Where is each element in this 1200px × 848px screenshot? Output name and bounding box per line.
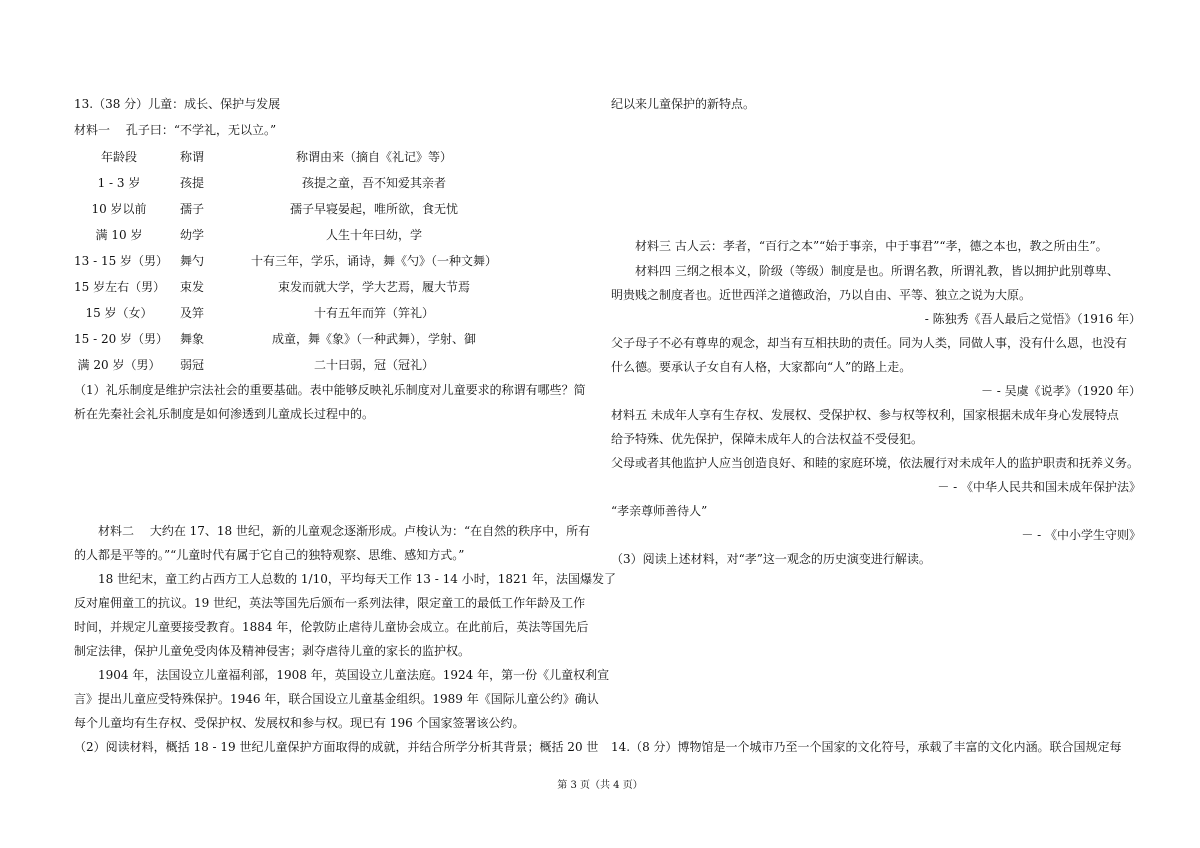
cell-origin: 孺子早寝晏起，唯所欲，食无忧 — [289, 202, 458, 216]
cell-title: 束发 — [180, 280, 205, 294]
table-row — [74, 304, 494, 321]
cell-title: 孩提 — [180, 176, 205, 190]
cell-title: 及笄 — [180, 306, 205, 320]
cell-age: 10 岁以前 — [91, 202, 147, 216]
cell-age: 13 - 15 岁（男） — [74, 254, 169, 268]
cell-title: 弱冠 — [180, 358, 205, 372]
question-2-line: （2）阅读材料，概括 18 - 19 世纪儿童保护方面取得的成就，并结合所学分析其背景；概括 20 世 — [74, 740, 599, 754]
table-row — [74, 278, 494, 295]
cell-title: 幼学 — [180, 228, 205, 242]
material-3: 材料三 古人云：孝者，“百行之本”“始于事亲，中于事君”“孝，德之本也，教之所由生”。 — [611, 239, 1108, 253]
header-title: 称谓 — [180, 150, 205, 164]
material-5-line-3: 父母或者其他监护人应当创造良好、和睦的家庭环境，依法履行对未成年人的监护职责和抚养义务。 — [611, 456, 1140, 470]
cell-age: 15 岁左右（男） — [74, 280, 166, 294]
wu-yu-source: － - 吴虞《说孝》（1920 年） — [980, 384, 1141, 398]
material-2-line: 每个儿童均有生存权、受保护权、发展权和参与权。现已有 196 个国家签署该公约。 — [74, 716, 525, 730]
header-age: 年龄段 — [100, 150, 137, 164]
cell-age: 15 - 20 岁（男） — [74, 332, 169, 346]
material-2-line: 制定法律，保护儿童免受肉体及精神侵害；剥夺虐待儿童的家长的监护权。 — [74, 644, 471, 658]
cell-age: 满 20 岁（男） — [77, 358, 161, 372]
student-code-quote: “孝亲尊师善待人” — [611, 504, 708, 518]
cell-origin: 十有三年，学乐，诵诗，舞《勺》（一种文舞） — [250, 254, 497, 268]
wu-yu-line-2: 什么德。要承认子女自有人格，大家都向“人”的路上走。 — [611, 360, 912, 374]
material-1: 材料一 孔子曰：“不学礼，无以立。” — [74, 123, 277, 137]
cell-origin: 二十曰弱，冠（冠礼） — [313, 358, 434, 372]
material-2-line: 反对雇佣童工的抗议。19 世纪，英法等国先后颁布一系列法律，限定童工的最低工作年龄及工作 — [74, 596, 586, 610]
material-4-source: - 陈独秀《吾人最后之觉悟》（1916 年） — [924, 312, 1141, 326]
material-4-line-1: 材料四 三纲之根本义，阶级（等级）制度是也。所谓名教，所谓礼教，皆以拥护此别尊卑、 — [611, 264, 1119, 278]
header-origin: 称谓由来（摘自《礼记》等） — [295, 150, 452, 164]
cell-origin: 成童，舞《象》（一种武舞），学射、御 — [271, 332, 476, 346]
table-row — [74, 226, 494, 243]
material-2-line: 时间，并规定儿童要接受教育。1884 年，伦敦防止虐待儿童协会成立。在此前后，英法等国先后 — [74, 620, 589, 634]
question-13-title: 13.（38 分）儿童：成长、保护与发展 — [74, 97, 281, 111]
cell-age: 满 10 岁 — [95, 228, 143, 242]
table-row — [74, 252, 497, 269]
question-1-line-2: 析在先秦社会礼乐制度是如何渗透到儿童成长过程中的。 — [74, 407, 375, 421]
material-2-line: 18 世纪末，童工约占西方工人总数的 1/10，平均每天工作 13 - 14 小时，1821 年，法国爆发了 — [74, 572, 617, 586]
table-header — [74, 148, 494, 165]
table-row — [74, 200, 494, 217]
student-code-source: － - 《中小学生守则》 — [1021, 528, 1141, 542]
wu-yu-line-1: 父子母子不必有尊卑的观念，却当有互相扶助的责任。同为人类，同做人事，没有什么恩，也没有 — [611, 336, 1128, 350]
cell-title: 舞勺 — [180, 254, 205, 268]
material-2-line: 1904 年，法国设立儿童福利部，1908 年，英国设立儿童法庭。1924 年，第一份《儿童权利宣 — [74, 668, 610, 682]
material-4-line-2: 明贵贱之制度者也。近世西洋之道德政治，乃以自由、平等、独立之说为大原。 — [611, 288, 1032, 302]
question-1-line-1: （1）礼乐制度是维护宗法社会的重要基础。表中能够反映礼乐制度对儿童要求的称谓有哪些？简 — [74, 383, 586, 397]
cell-origin: 孩提之童，吾不知爱其亲者 — [301, 176, 446, 190]
left-column — [74, 0, 617, 800]
cell-age: 15 岁（女） — [85, 306, 153, 320]
cell-title: 孺子 — [180, 202, 205, 216]
material-2-line: 的人都是平等的。”“儿童时代有属于它自己的独特观察、思维、感知方式。” — [74, 548, 465, 562]
table-row — [74, 330, 494, 347]
cell-origin: 束发而就大学，学大艺焉，履大节焉 — [277, 280, 470, 294]
question-3: （3）阅读上述材料，对“孝”这一观念的历史演变进行解读。 — [611, 552, 931, 566]
cell-age: 1 - 3 岁 — [97, 176, 141, 190]
cell-origin: 人生十年曰幼，学 — [325, 228, 422, 242]
page-footer: 第 3 页（共 4 页） — [557, 780, 643, 791]
table-row — [74, 174, 494, 191]
right-column — [611, 0, 1141, 800]
material-5-line-2: 给予特殊、优先保护，保障未成年人的合法权益不受侵犯。 — [611, 432, 924, 446]
table-row — [74, 356, 494, 373]
material-2-line: 材料二 大约在 17、18 世纪，新的儿童观念逐渐形成。卢梭认为：“在自然的秩序中，所有 — [74, 524, 591, 538]
material-2-line: 言》提出儿童应受特殊保护。1946 年，联合国设立儿童基金组织。1989 年《国际儿童公约》确认 — [74, 692, 599, 706]
cell-title: 舞象 — [180, 332, 205, 346]
question-2-continued: 纪以来儿童保护的新特点。 — [611, 97, 756, 111]
question-14: 14.（8 分）博物馆是一个城市乃至一个国家的文化符号，承载了丰富的文化内涵。联合国规定每 — [611, 740, 1122, 754]
material-5-line-1: 材料五 未成年人享有生存权、发展权、受保护权、参与权等权利，国家根据未成年身心发展特点 — [611, 408, 1119, 422]
cell-origin: 十有五年而笄（笄礼） — [313, 306, 434, 320]
material-5-source: － - 《中华人民共和国未成年保护法》 — [937, 480, 1141, 494]
